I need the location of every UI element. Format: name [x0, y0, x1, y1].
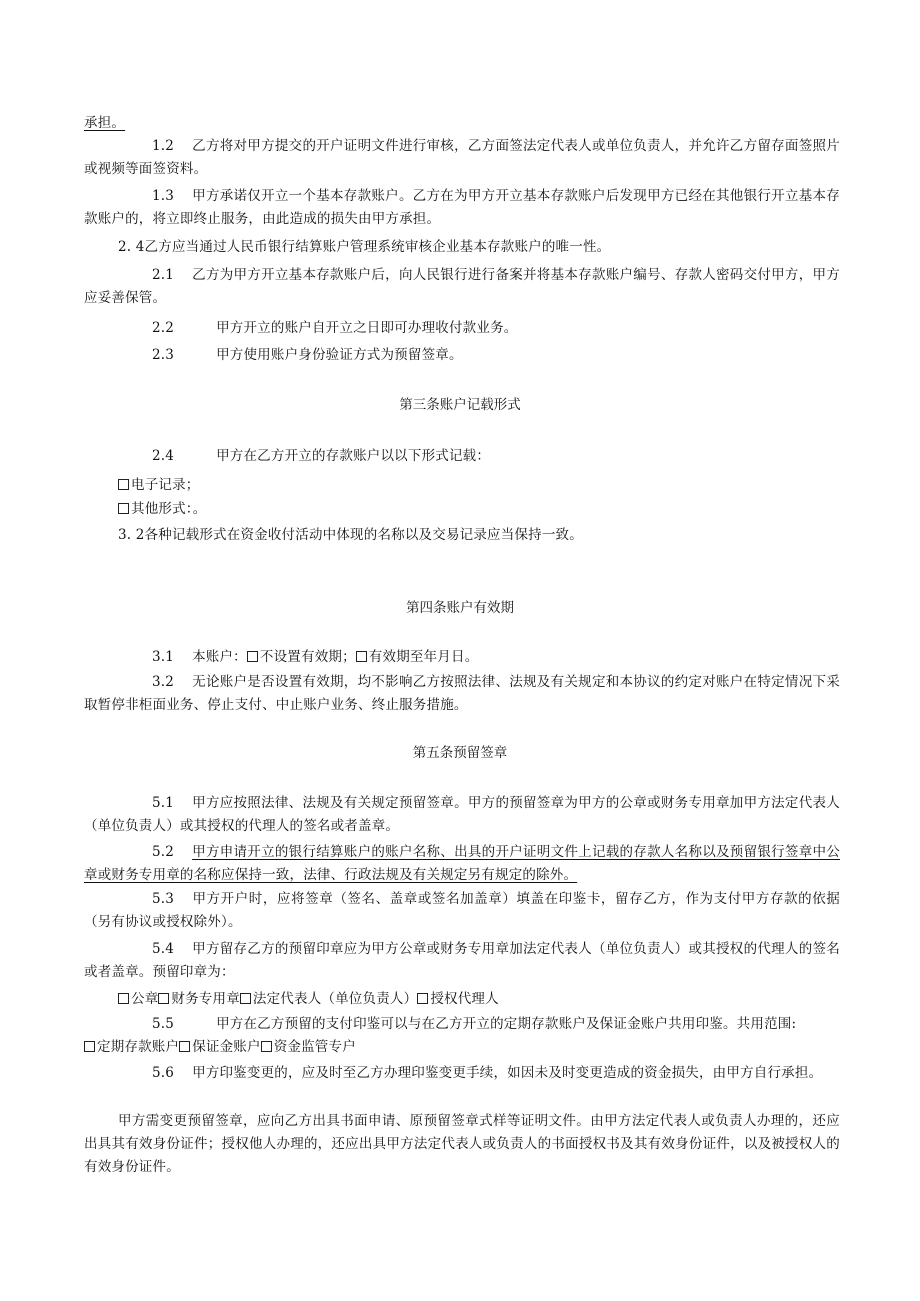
option-label: 法定代表人（单位负责人）: [252, 991, 418, 1007]
clause-number: 5.6: [152, 1065, 175, 1081]
clause-text: 甲方应按照法律、法规及有关规定预留签章。甲方的预留签章为甲方的公章或财务专用章加甲方法定代表人（单位负责人）或其授权的代理人的签名或者盖章。: [84, 795, 840, 834]
option-label: 授权代理人: [430, 991, 499, 1007]
section-4-title: 第四条账户有效期: [406, 600, 514, 616]
checkbox-authorized-agent[interactable]: [417, 993, 428, 1004]
seal-options: [118, 988, 874, 1011]
clause-number: 5.3: [152, 891, 175, 907]
clause-text: 甲方印鉴变更的，应及时至乙方办理印鉴变更手续，如因未及时变更造成的资金损失，由甲方自行承担。: [192, 1065, 823, 1081]
option-label: 不设置有效期；: [259, 649, 356, 665]
clause-text: 无论账户是否设置有效期，均不影响乙方按照法律、法规及有关规定和本协议的约定对账户在特定情况下采取暂停非柜面业务、停止支付、中止账户业务、终止服务措施。: [84, 674, 840, 713]
clause-5-4: [84, 938, 840, 984]
checkbox-official-seal[interactable]: [118, 993, 129, 1004]
option-label: 定期存款账户: [97, 1039, 180, 1055]
clause-text: 甲方在乙方预留的支付印鉴可以与在乙方开立的定期存款账户及保证金账户共用印鉴。共用范围:: [216, 1016, 797, 1032]
clause-text: 甲方需变更预留签章，应向乙方出具书面申请、原预留签章式样等证明文件。由甲方法定代表人或负责人办理的，还应出具其有效身份证件；授权他人办理的，还应出具甲方法定代表人或负责人的书面授权书及其有效身份证件，以及被授权人的有效身份证件。: [84, 1113, 840, 1175]
option-label: 公章: [131, 991, 159, 1007]
clause-3-2: [84, 671, 840, 717]
clause-1-3: [84, 185, 840, 231]
section-3-title: 第三条账户记载形式: [399, 397, 521, 413]
checkbox-margin-account[interactable]: [179, 1041, 190, 1052]
clause-5-6: [84, 1062, 840, 1085]
clause-number: 5.4: [152, 941, 175, 957]
clause-text: 乙方将对甲方提交的开户证明文件进行审核，乙方面签法定代表人或单位负责人，并允许乙方留存面签照片或视频等面签资料。: [84, 138, 840, 177]
checkbox-no-expiry[interactable]: [247, 651, 258, 662]
clause-text: 甲方在乙方开立的存款账户以以下形式记载：: [216, 448, 491, 464]
option-label: 电子记录；: [131, 477, 200, 493]
checkbox-finance-seal[interactable]: [158, 993, 169, 1004]
clause-3-1: [84, 646, 840, 669]
clause-text: 甲方承诺仅开立一个基本存款账户。乙方在为甲方开立基本存款账户后发现甲方已经在其他银行开立基本存款账户的，将立即终止服务，由此造成的损失由甲方承担。: [84, 188, 840, 227]
clause-2-3: [84, 344, 840, 367]
clause-text: 甲方使用账户身份验证方式为预留签章。: [216, 347, 463, 363]
option-electronic-record: [118, 474, 874, 497]
clause-5-3: [84, 888, 840, 934]
clause-number: 5.1: [152, 795, 175, 811]
option-label: 财务专用章: [171, 991, 240, 1007]
clause-2-4: [84, 445, 840, 468]
clause-5-5: [84, 1013, 840, 1036]
checkbox-expiry-date[interactable]: [356, 651, 367, 662]
clause-text: 甲方留存乙方的预留印章应为甲方公章或财务专用章加法定代表人（单位负责人）或其授权的代理人的签名或者盖章。预留印章为：: [84, 941, 840, 980]
checkbox[interactable]: [118, 503, 129, 514]
clause-2-1: [84, 264, 840, 310]
checkbox-legal-rep[interactable]: [240, 993, 251, 1004]
clause-number: 2.4: [152, 448, 175, 464]
clause-5-1: [84, 792, 840, 838]
clause-text: 2. 4乙方应当通过人民币银行结算账户管理系统审核企业基本存款账户的唯一性。: [118, 239, 611, 255]
clause-1-2: [84, 135, 840, 181]
clause-seal-change: [84, 1110, 840, 1179]
clause-text: 甲方开立的账户自开立之日即可办理收付款业务。: [216, 320, 518, 336]
clause-text: 本账户：: [192, 649, 247, 665]
checkbox-supervision-account[interactable]: [261, 1041, 272, 1052]
clause-text: 甲方申请开立的银行结算账户的账户名称、出具的开户证明文件上记载的存款人名称以及预留银行签章中公章或财务专用章的名称应保持一致，法律、行政法规及有关规定另有规定的除外。: [84, 844, 840, 883]
clause-uniqueness: [84, 236, 840, 259]
clause-number: 5.2: [152, 844, 175, 860]
continuation-line: [84, 112, 840, 135]
option-other-form: [118, 498, 874, 521]
clause-5-2: [84, 841, 840, 887]
clause-number: 2.1: [152, 267, 175, 283]
clause-2-2: [84, 317, 840, 340]
checkbox-term-deposit[interactable]: [84, 1041, 95, 1052]
clause-number: 1.3: [152, 188, 175, 204]
clause-3-2-record: [84, 524, 840, 547]
section-5-title: 第五条预留签章: [412, 745, 508, 761]
clause-text: 甲方开户时，应将签章（签名、盖章或签名加盖章）填盖在印鉴卡，留存乙方，作为支付甲方存款的依据（另有协议或授权除外）。: [84, 891, 840, 930]
clause-text: 乙方为甲方开立基本存款账户后，向人民银行进行备案并将基本存款账户编号、存款人密码交付甲方，甲方应妥善保管。: [84, 267, 840, 306]
clause-number: 5.5: [152, 1016, 175, 1032]
clause-number: 2.3: [152, 347, 175, 363]
option-label: 有效期至年月日。: [368, 649, 479, 665]
continuation-text: 承担。: [84, 115, 126, 131]
shared-scope-options: [84, 1036, 840, 1059]
option-label: 保证金账户: [192, 1039, 261, 1055]
clause-number: 2.2: [152, 320, 175, 336]
clause-number: 3.2: [152, 674, 175, 690]
clause-number: 1.2: [152, 138, 175, 154]
checkbox[interactable]: [118, 479, 129, 490]
option-label: 资金监管专户: [273, 1039, 356, 1055]
clause-text: 3. 2各种记载形式在资金收付活动中体现的名称以及交易记录应当保持一致。: [118, 527, 583, 543]
option-label: 其他形式：。: [131, 501, 207, 517]
clause-number: 3.1: [152, 649, 175, 665]
